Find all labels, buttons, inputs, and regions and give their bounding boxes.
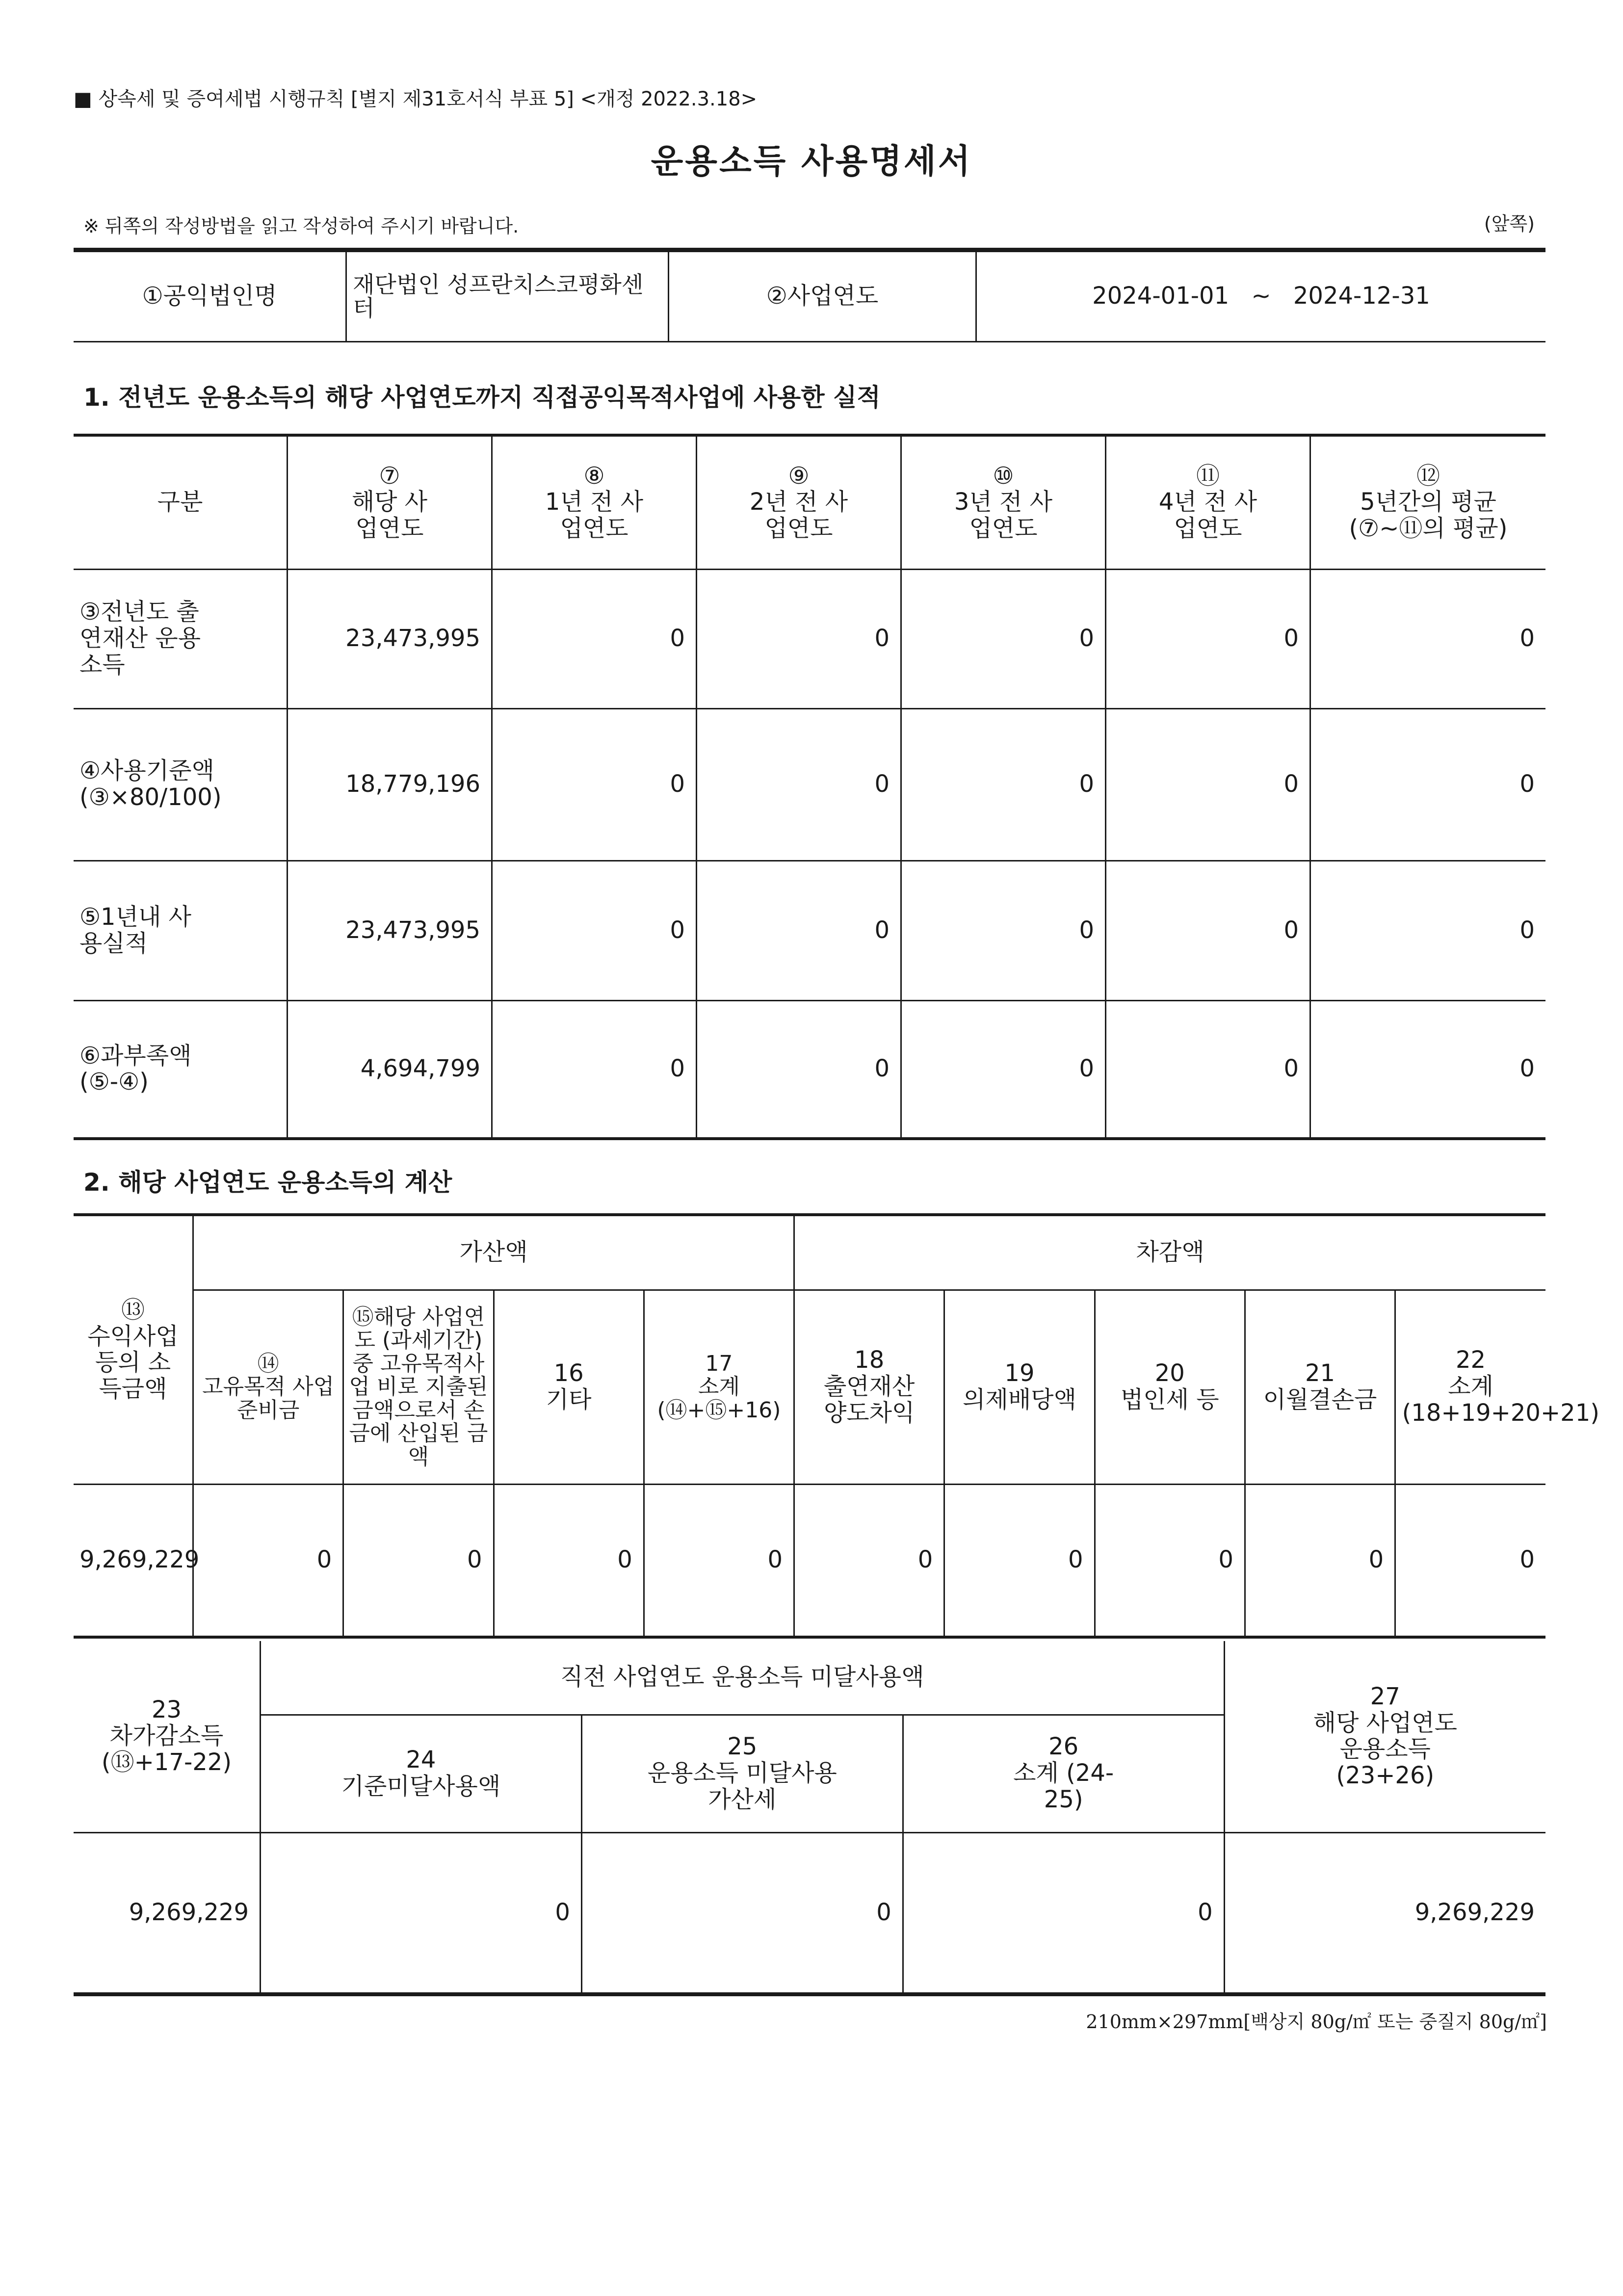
instruction-note: ※ 뒤쪽의 작성방법을 읽고 작성하여 주시기 바랍니다. [83,215,519,237]
table-row [74,1484,1545,1637]
col-h24-header: 24 기준미달사용액 [261,1715,582,1832]
col-h8-header [492,437,697,569]
value-cell: 0 [697,861,901,1000]
page-title: 운용소득 사용명세서 [651,142,972,181]
value-cell: 0 [343,1484,494,1637]
h10-num: ⑩ [993,462,1014,490]
info-table [74,252,1545,342]
col-h27-header: 27 해당 사업연도 운용소득 (23+26) [1224,1641,1545,1832]
row-label: ④사용기준액 (③×80/100) [74,708,288,861]
h7-label: 해당 사업연도 [351,488,428,543]
section1-title: 1. 전년도 운용소득의 해당 사업연도까지 직접공익목적사업에 사용한 실적 [83,383,881,412]
h13-num: ⑬ [121,1296,145,1324]
h9-num: ⑨ [788,462,810,490]
value-cell: 0 [1310,1000,1546,1139]
value-cell: 0 [1310,569,1546,708]
page-side-label: (앞쪽) [1484,213,1535,235]
col-h21-header: 21 이월결손금 [1245,1290,1395,1484]
col-h12-header [1310,437,1546,569]
fiscal-year-end: 2024-12-31 [1293,282,1430,310]
form-reference-note: ■ 상속세 및 증여세법 시행규칙 [별지 제31호서식 부표 5] <개정 2022.3.18> [74,88,758,110]
row-label: ⑤1년내 사용실적 [74,861,288,1000]
top-thick-rule [74,248,1545,252]
value-cell: 0 [901,1000,1106,1139]
row-label: ⑥과부족액 (⑤-④) [74,1000,288,1139]
col-h20-header: 20 법인세 등 [1095,1290,1245,1484]
value-cell: 0 [261,1832,582,1994]
h13-label: 수익사업 등의 소득금액 [87,1322,179,1403]
section2-result-table [74,1641,1545,1996]
fiscal-year-start: 2024-01-01 [1092,282,1230,310]
col-h16-header: 16 기타 [494,1290,644,1484]
value-cell: 0 [1106,569,1310,708]
value-cell: 0 [697,569,901,708]
value-cell: 0 [492,861,697,1000]
corp-name-value: 재단법인 성프란치스코평화센터 [346,252,669,341]
table-row [74,569,1545,708]
value-cell: 0 [901,569,1106,708]
value-cell: 0 [1245,1484,1395,1637]
fiscal-year-value [976,252,1546,341]
value-cell: 0 [1310,861,1546,1000]
corp-name-label: ①공익법인명 [74,252,346,341]
col-h13-header [74,1216,193,1484]
col-category-header: 구분 [74,437,288,569]
value-cell: 0 [901,708,1106,861]
sub-group-header: 차감액 [794,1216,1545,1290]
col-h11-header [1106,437,1310,569]
value-cell: 23,473,995 [288,861,492,1000]
value-cell: 0 [901,861,1106,1000]
shortfall-group-header: 직전 사업연도 운용소득 미달사용액 [261,1641,1225,1715]
h11-label: 4년 전 사업연도 [1158,488,1257,543]
table-row [74,708,1545,861]
col-h18-header: 18 출연재산 양도차익 [794,1290,944,1484]
col-h19-header: 19 의제배당액 [944,1290,1095,1484]
h9-label: 2년 전 사업연도 [749,488,848,543]
fiscal-year-label: ②사업연도 [669,252,976,341]
value-cell: 0 [944,1484,1095,1637]
value-cell: 0 [1095,1484,1245,1637]
value-cell: 0 [697,708,901,861]
value-cell: 0 [1106,708,1310,861]
col-h7-header [288,437,492,569]
value-cell: 0 [644,1484,794,1637]
col-h23-header: 23 차가감소득 (⑬+17-22) [74,1641,261,1832]
value-cell: 0 [1106,1000,1310,1139]
paper-spec: 210mm×297mm[백상지 80g/㎡ 또는 중질지 80g/㎡] [1086,2011,1547,2033]
value-cell: 0 [903,1832,1224,1994]
h11-num: ⑪ [1196,462,1220,490]
value-cell: 9,269,229 [74,1832,261,1994]
add-group-header: 가산액 [193,1216,794,1290]
value-cell: 4,694,799 [288,1000,492,1139]
value-cell: 23,473,995 [288,569,492,708]
section2-income-table [74,1216,1599,1639]
value-cell: 0 [1106,861,1310,1000]
value-cell: 0 [1310,708,1546,861]
col-h15-header: ⑮해당 사업연도 (과세기간) 중 고유목적사업 비로 지출된 금액으로서 손금에 산입된 금액 [343,1290,494,1484]
h12-num: ⑫ [1416,462,1440,490]
section2-title: 2. 해당 사업연도 운용소득의 계산 [83,1168,452,1197]
h12-label: 5년간의 평균 (⑦~⑪의 평균) [1349,488,1508,543]
value-cell: 0 [581,1832,903,1994]
value-cell: 0 [794,1484,944,1637]
col-h9-header [697,437,901,569]
col-h22-header: 22 소계 (18+19+20+21) [1395,1290,1545,1484]
h8-num: ⑧ [583,462,605,490]
value-cell: 18,779,196 [288,708,492,861]
h10-label: 3년 전 사업연도 [954,488,1053,543]
col-h14-header: ⑭ 고유목적 사업준비금 [193,1290,343,1484]
value-cell: 9,269,229 [1224,1832,1545,1994]
table-row [74,1832,1545,1994]
row-label: ③전년도 출연재산 운용소득 [74,569,288,708]
table-row [74,1000,1545,1139]
col-h10-header [901,437,1106,569]
col-h17-header: 17 소계 (⑭+⑮+16) [644,1290,794,1484]
fiscal-year-separator: ~ [1251,282,1271,310]
value-cell: 0 [697,1000,901,1139]
value-cell: 0 [492,708,697,861]
value-cell: 9,269,229 [74,1484,193,1637]
h7-num: ⑦ [379,462,400,490]
section1-table [74,437,1545,1140]
value-cell: 0 [492,569,697,708]
col-h26-header: 26 소계 (24-25) [903,1715,1224,1832]
value-cell: 0 [1395,1484,1545,1637]
col-h25-header: 25 운용소득 미달사용가산세 [581,1715,903,1832]
value-cell: 0 [492,1000,697,1139]
table-row [74,861,1545,1000]
value-cell: 0 [494,1484,644,1637]
value-cell: 0 [193,1484,343,1637]
h8-label: 1년 전 사업연도 [545,488,644,543]
